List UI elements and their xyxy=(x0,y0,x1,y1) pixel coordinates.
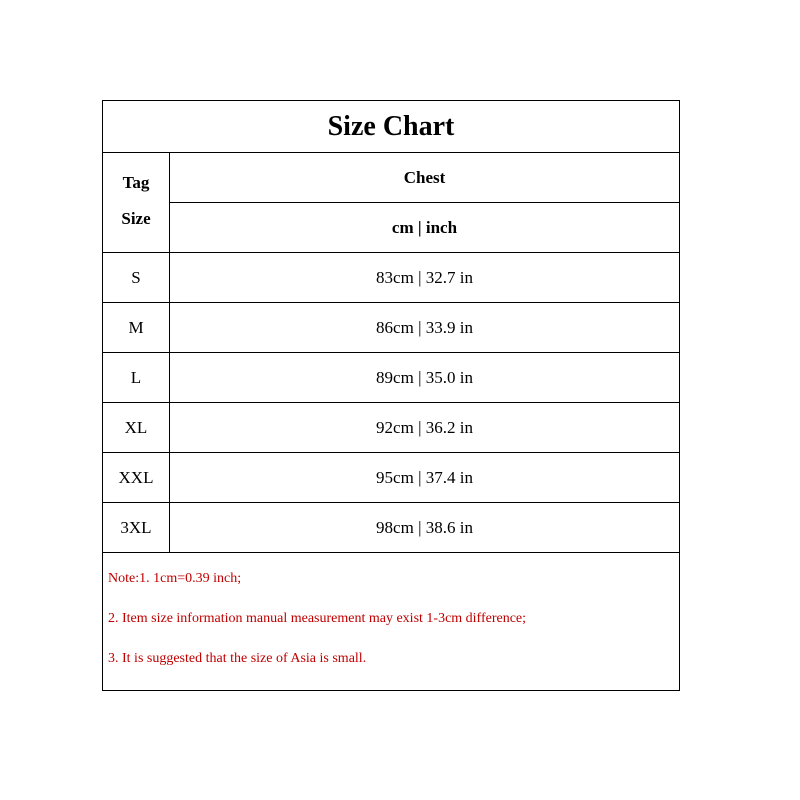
note-1: Note:1. 1cm=0.39 inch; xyxy=(108,571,242,586)
chest-header: Chest xyxy=(170,153,679,203)
size-cell: XXL xyxy=(103,453,170,502)
chest-cell: 86cm | 33.9 in xyxy=(376,317,473,337)
chart-title: Size Chart xyxy=(103,101,679,153)
size-cell: 3XL xyxy=(103,503,170,552)
chest-cell: 98cm | 38.6 in xyxy=(376,517,473,537)
size-cell: L xyxy=(103,353,170,402)
note-3: 3. It is suggested that the size of Asia is small. xyxy=(108,651,367,666)
tag-size-header-line2: Size xyxy=(121,209,151,228)
table-row xyxy=(103,453,679,503)
table-row xyxy=(103,353,679,403)
size-cell: S xyxy=(103,253,170,302)
table-row xyxy=(103,253,679,303)
table-row xyxy=(103,503,679,553)
chest-cell: 92cm | 36.2 in xyxy=(376,417,473,437)
chest-cell: 83cm | 32.7 in xyxy=(376,267,473,287)
tag-size-header xyxy=(103,153,170,253)
chest-cell: 95cm | 37.4 in xyxy=(376,467,473,487)
tag-size-header-line1: Tag xyxy=(122,173,150,192)
table-row xyxy=(103,303,679,353)
size-cell: XL xyxy=(103,403,170,452)
units-header: cm | inch xyxy=(170,203,679,253)
chest-cell: 89cm | 35.0 in xyxy=(376,367,473,387)
table-row xyxy=(103,403,679,453)
size-chart-table xyxy=(102,100,680,691)
note-2: 2. Item size information manual measurement may exist 1-3cm difference; xyxy=(108,611,527,626)
size-cell: M xyxy=(103,303,170,352)
